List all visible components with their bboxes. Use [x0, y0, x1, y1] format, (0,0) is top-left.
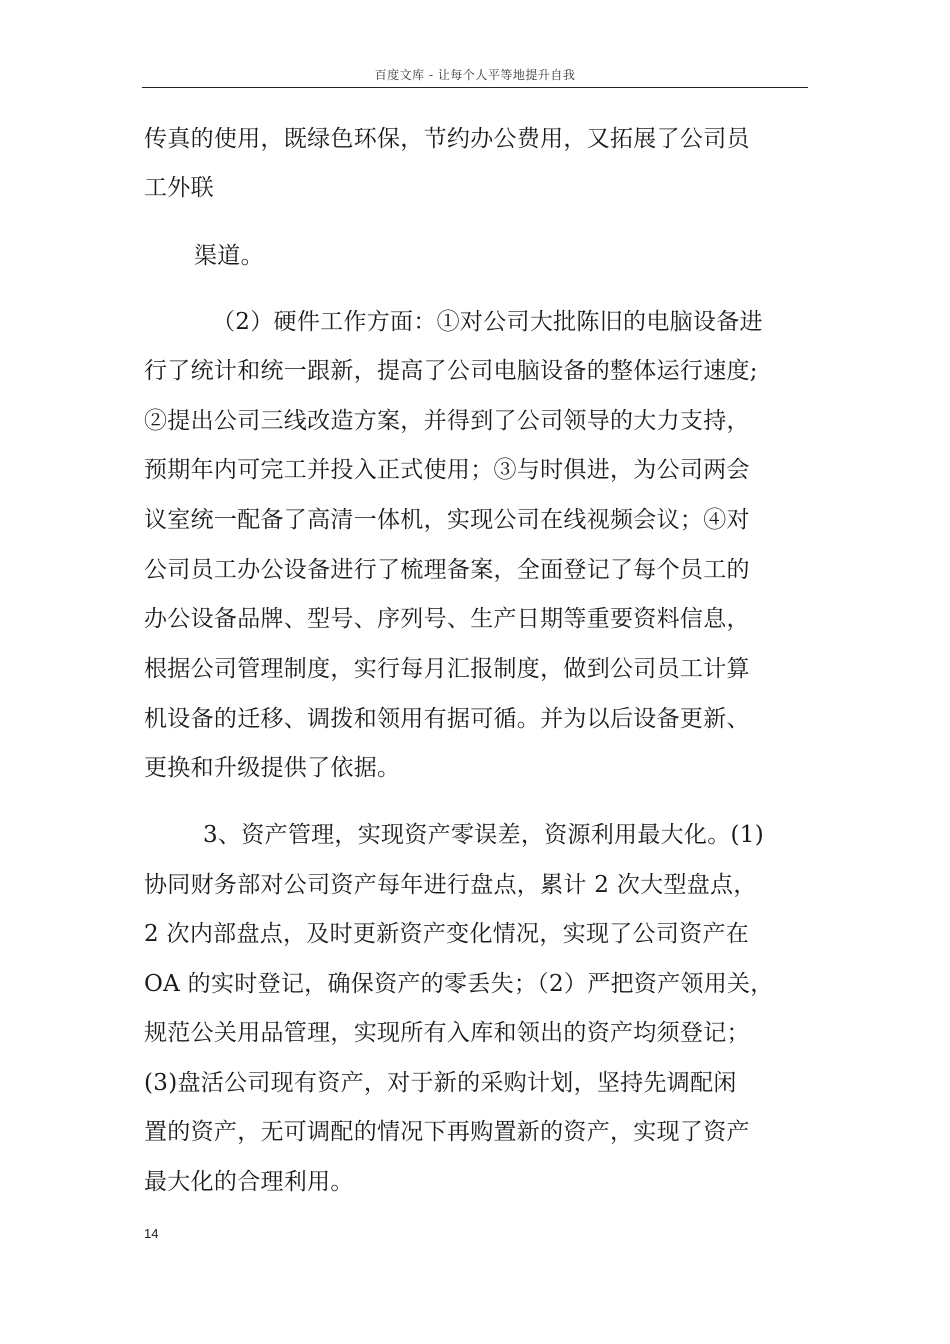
- body-line: 最大化的合理利用。: [144, 1169, 354, 1195]
- body-line: （2）硬件工作方面：①对公司大批陈旧的电脑设备进: [212, 309, 763, 335]
- body-line: 行了统计和统一跟新，提高了公司电脑设备的整体运行速度;: [144, 358, 758, 384]
- page-header: 百度文库 - 让每个人平等地提升自我: [374, 68, 576, 82]
- body-line: 3、资产管理，实现资产零误差，资源利用最大化。(1): [203, 822, 765, 848]
- body-line: (3)盘活公司现有资产，对于新的采购计划，坚持先调配闲: [144, 1070, 737, 1096]
- page-number: 14: [144, 1226, 159, 1241]
- body-line: 渠道。: [194, 243, 264, 269]
- body-line: 议室统一配备了高清一体机，实现公司在线视频会议；④对: [144, 507, 750, 533]
- body-line: 协同财务部对公司资产每年进行盘点，累计 2 次大型盘点，: [144, 872, 757, 898]
- body-line: 置的资产，无可调配的情况下再购置新的资产，实现了资产: [144, 1119, 750, 1145]
- body-line: 预期年内可完工并投入正式使用；③与时俱进，为公司两会: [144, 457, 750, 483]
- body-line: 办公设备品牌、型号、序列号、生产日期等重要资料信息，: [144, 606, 750, 632]
- body-line: 2 次内部盘点，及时更新资产变化情况，实现了公司资产在: [144, 921, 750, 947]
- body-line: 根据公司管理制度，实行每月汇报制度，做到公司员工计算: [144, 656, 750, 682]
- body-line: 更换和升级提供了依据。: [144, 755, 401, 781]
- body-line: 传真的使用，既绿色环保，节约办公费用，又拓展了公司员: [144, 126, 750, 152]
- body-line: OA 的实时登记，确保资产的零丢失；（2）严把资产领用关，: [144, 971, 774, 997]
- header-divider: [142, 87, 808, 88]
- body-line: 机设备的迁移、调拨和领用有据可循。并为以后设备更新、: [144, 706, 750, 732]
- body-line: ②提出公司三线改造方案，并得到了公司领导的大力支持，: [144, 408, 750, 434]
- body-line: 公司员工办公设备进行了梳理备案，全面登记了每个员工的: [144, 557, 750, 583]
- body-line: 规范公关用品管理，实现所有入库和领出的资产均须登记；: [144, 1020, 750, 1046]
- body-line: 工外联: [144, 175, 214, 201]
